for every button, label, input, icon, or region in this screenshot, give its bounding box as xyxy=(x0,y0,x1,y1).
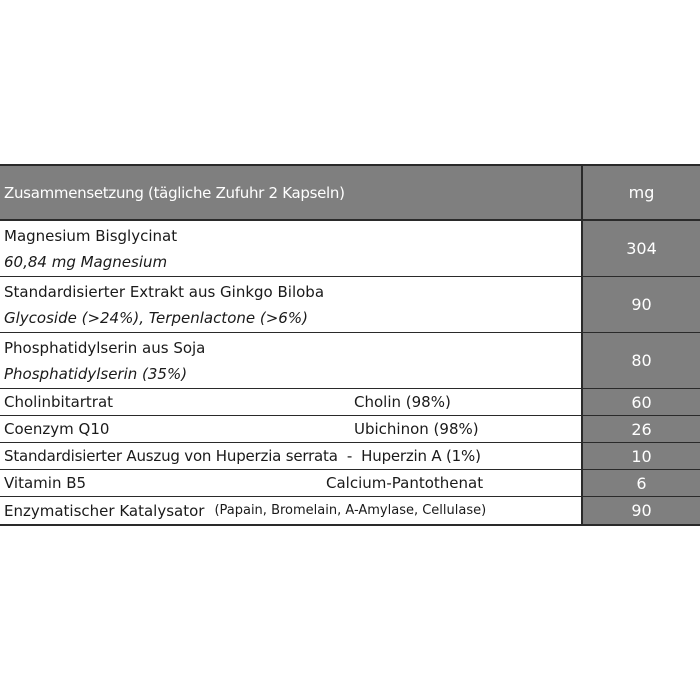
table-row xyxy=(0,389,700,416)
ingredient-amount: 10 xyxy=(583,443,700,469)
ingredient-name: Cholinbitartrat xyxy=(4,393,114,411)
ingredient-detail: Glycoside (>24%), Terpenlactone (>6%) xyxy=(4,308,308,327)
table-row xyxy=(0,333,700,389)
ingredient-amount: 26 xyxy=(583,416,700,442)
ingredient-detail: 60,84 mg Magnesium xyxy=(4,252,168,271)
ingredient-cell xyxy=(0,497,583,524)
header-unit: mg xyxy=(583,166,700,219)
ingredient-detail: Calcium-Pantothenat xyxy=(326,474,484,492)
ingredient-name: Phosphatidylserin aus Soja xyxy=(4,338,206,357)
ingredient-cell xyxy=(0,416,583,442)
table-header-row xyxy=(0,166,700,221)
header-title: Zusammensetzung (tägliche Zufuhr 2 Kapseln) xyxy=(0,166,583,219)
ingredient-cell xyxy=(0,389,583,415)
ingredient-amount: 80 xyxy=(583,333,700,388)
ingredient-amount: 60 xyxy=(583,389,700,415)
ingredient-detail: Ubichinon (98%) xyxy=(354,420,479,438)
ingredient-amount: 304 xyxy=(583,221,700,276)
ingredient-cell xyxy=(0,443,583,469)
ingredient-amount: 6 xyxy=(583,470,700,496)
ingredient-amount: 90 xyxy=(583,497,700,524)
ingredient-name: Standardisierter Auszug von Huperzia serrata - Huperzin A (1%) xyxy=(4,447,481,465)
composition-table xyxy=(0,164,700,526)
table-row xyxy=(0,443,700,470)
ingredient-cell xyxy=(0,470,583,496)
table-row xyxy=(0,221,700,277)
table-row xyxy=(0,277,700,333)
ingredient-detail: (Papain, Bromelain, A-Amylase, Cellulase) xyxy=(214,503,487,518)
ingredient-amount: 90 xyxy=(583,277,700,332)
table-row xyxy=(0,470,700,497)
ingredient-detail: Phosphatidylserin (35%) xyxy=(4,364,188,383)
ingredient-name: Magnesium Bisglycinat xyxy=(4,226,178,245)
ingredient-name: Standardisierter Extrakt aus Ginkgo Biloba xyxy=(4,282,325,301)
ingredient-cell xyxy=(0,277,583,332)
ingredient-name: Coenzym Q10 xyxy=(4,420,110,438)
ingredient-cell xyxy=(0,221,583,276)
ingredient-cell xyxy=(0,333,583,388)
ingredient-name: Vitamin B5 xyxy=(4,474,87,492)
table-row xyxy=(0,416,700,443)
table-row xyxy=(0,497,700,524)
ingredient-detail: Cholin (98%) xyxy=(354,393,451,411)
ingredient-name: Enzymatischer Katalysator xyxy=(4,501,205,520)
